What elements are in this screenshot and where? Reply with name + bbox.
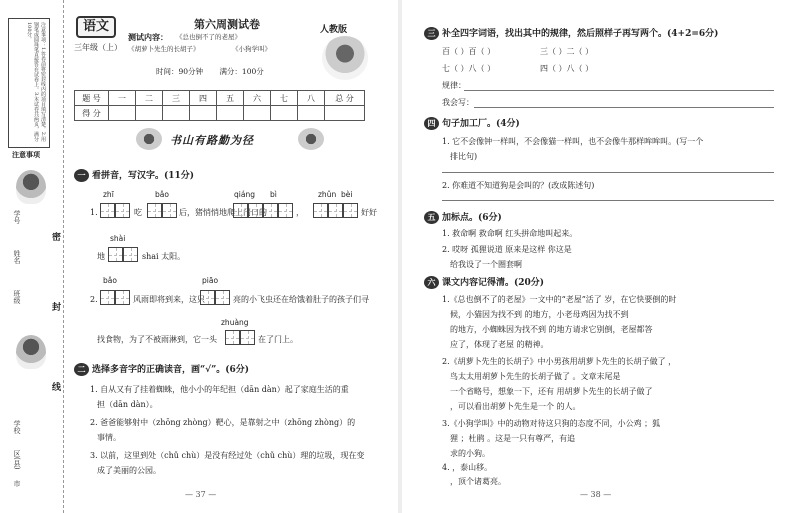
sec4-line: 2. 你难道不知道狗是会叫的？(改成陈述句) [442, 181, 595, 190]
q2-text: 找食物，为了不被雨淋到，它一头 [97, 335, 217, 344]
field-school: 学校 [13, 420, 21, 434]
score-cell: 四 [190, 91, 217, 106]
sec2-line: 成了美丽的公园。 [97, 466, 161, 475]
score-input[interactable] [109, 106, 136, 121]
score-cell: 一 [109, 91, 136, 106]
section-title: 补全四字词语，找出其中的规律，然后照样子再写两个。(4+2=6分) [442, 29, 719, 39]
section-2-heading [74, 362, 249, 376]
sec6-line: ，可以看出胡萝卜先生是一个 的人。 [450, 402, 581, 411]
edition-label: 人教版 [320, 25, 348, 35]
section-3-heading [424, 26, 718, 40]
section-title: 课文内容记得清。(20分) [442, 278, 545, 288]
q2-num: 2. [90, 295, 98, 304]
char-box[interactable] [225, 330, 240, 345]
section-number: 四 [424, 117, 439, 130]
answer-line[interactable] [442, 172, 774, 173]
sec6-line: 的地方，小蜘蛛因为找不到 的地方请求它别倒，老屋都答 [450, 325, 653, 334]
char-box[interactable] [233, 203, 248, 218]
sec6-line: ，顶个诸葛亮。 [450, 477, 506, 486]
sec2-line: 1. 自从又有了挂着蜘蛛，他小小的年纪担（dān dàn）起了家庭生活的重 [90, 385, 349, 394]
score-value-row [75, 106, 365, 121]
motto-text: 书山有路勤为径 [170, 134, 254, 147]
content-item-2: 《胡萝卜先生的长胡子》 [128, 45, 200, 53]
char-box[interactable] [328, 203, 343, 218]
q1-text: 后，猪悄悄地爬上门口的 [179, 208, 267, 217]
content-label: 测试内容： [128, 32, 168, 42]
char-box[interactable] [343, 203, 358, 218]
rule-label: 规律： [442, 81, 466, 90]
score-input[interactable] [190, 106, 217, 121]
content-item-3: 《小狗学叫》 [232, 45, 271, 53]
q1-text: 地 [97, 252, 105, 261]
q1-text: ， [296, 208, 304, 217]
score-input[interactable] [217, 106, 244, 121]
answer-line[interactable] [474, 107, 774, 108]
score-label: 满分：100分 [219, 67, 264, 76]
pinyin: bǎo [103, 276, 117, 285]
score-cell: 七 [271, 91, 298, 106]
section-5-heading [424, 210, 502, 224]
pinyin: bì [270, 190, 277, 199]
section-6-heading [424, 275, 544, 289]
sec2-line: 事情。 [97, 433, 121, 442]
seal-mark-2: 封 [52, 303, 62, 313]
sec5-line: 2. 哎呀 孤狸说道 原来是这样 你这是 [442, 245, 572, 254]
page-number: — 37 — [185, 490, 217, 499]
binding-strip [0, 0, 64, 513]
score-cell: 三 [163, 91, 190, 106]
char-box[interactable] [100, 203, 115, 218]
section-number: 三 [424, 27, 439, 40]
score-header-row [75, 91, 365, 106]
score-cell: 总 分 [325, 91, 365, 106]
section-number: 五 [424, 211, 439, 224]
section-number: 六 [424, 276, 439, 289]
q1-text: shai 太阳。 [142, 252, 186, 261]
field-city: 市 [13, 480, 21, 487]
subject-logo: 语文 [76, 16, 116, 38]
pinyin: qiáng [234, 190, 255, 199]
sec6-line: 一个省略号，想象一下，还有 用胡萝卜先生的长胡子做了 [450, 387, 653, 396]
sec6-line: 求的小狗。 [450, 449, 490, 458]
sec2-line: 3. 以前，这里到处（chǔ chù）是没有经过处（chǔ chù）理的垃圾，现在变 [90, 451, 365, 460]
char-box[interactable] [313, 203, 328, 218]
char-box[interactable] [115, 290, 130, 305]
q1-num: 1. [90, 208, 98, 217]
time-label: 时间：90分钟 [156, 67, 204, 76]
left-page [0, 0, 398, 513]
section-title: 加标点。(6分) [442, 213, 502, 223]
score-input[interactable] [136, 106, 163, 121]
pinyin: zhuàng [221, 318, 249, 327]
sec6-line: 4. ，泰山移。 [442, 463, 493, 472]
char-box[interactable] [115, 203, 130, 218]
also-label: 我会写： [442, 98, 474, 107]
sec4-line: 1. 它不会像钟一样叫，不会像猫一样叫，也不会像牛那样哞哞叫。(写一个 [442, 137, 704, 146]
sec6-line: 2.《胡萝卜先生的长胡子》中小男孩用胡萝卜先生的长胡子做了 ， [442, 357, 677, 366]
sec5-line: 1. 救命啊 救命啊 红头拼命地叫起来。 [442, 229, 578, 238]
char-box[interactable] [123, 247, 138, 262]
char-box[interactable] [278, 203, 293, 218]
char-box[interactable] [240, 330, 255, 345]
answer-line[interactable] [464, 90, 774, 91]
sec2-line: 担（dān dàn）。 [97, 400, 158, 409]
field-district: 区(县) [13, 450, 21, 470]
section-number: 二 [74, 363, 89, 376]
sec6-line: 1.《总也倒不了的老屋》一文中的“老屋”活了 岁，在它快要倒的时 [442, 295, 677, 304]
char-box[interactable] [215, 290, 230, 305]
sec4-line: 排比句) [450, 152, 478, 161]
score-input[interactable] [325, 106, 365, 121]
pinyin: bèi [341, 190, 353, 199]
sec5-line: 给我设了一个圈套啊 [450, 260, 522, 269]
pinyin: shài [110, 234, 126, 243]
answer-line[interactable] [442, 200, 774, 201]
page-title: 第六周测试卷 [194, 18, 260, 31]
q1-text: 吃 [134, 208, 142, 217]
idiom-blank[interactable]: 百（ ）百（ ） [442, 47, 496, 56]
score-cell: 五 [217, 91, 244, 106]
sec2-line: 2. 爸爸能够射中（zhōng zhòng）靶心，是靠射之中（zhōng zhòng）的 [90, 418, 356, 427]
score-cell: 得 分 [75, 106, 109, 121]
sec6-line: 狸 ；杜鹃 。这是一只有尊严，有追 [450, 434, 576, 443]
score-input[interactable] [244, 106, 271, 121]
score-input[interactable] [271, 106, 298, 121]
right-page [402, 0, 800, 513]
char-box[interactable] [248, 203, 263, 218]
pinyin: piāo [202, 276, 219, 285]
section-4-heading [424, 116, 520, 130]
grade-label: 三年级（上） [74, 43, 122, 52]
sec6-line: 候，小猫因为找不到 的地方，小老母鸡因为找不到 [450, 310, 629, 319]
score-cell: 题 号 [75, 91, 109, 106]
q1-text: 好好 [361, 208, 377, 217]
idiom-blank[interactable]: 三（ ）二（ ） [540, 47, 594, 56]
pinyin: bǎo [155, 190, 169, 199]
seal-mark-3: 线 [52, 383, 62, 393]
score-input[interactable] [163, 106, 190, 121]
pinyin: zhī [103, 190, 114, 199]
students-icon [136, 128, 162, 150]
char-box[interactable] [100, 290, 115, 305]
q2-text: 在了门上。 [258, 335, 298, 344]
sec6-line: 鸟太太用胡萝卜先生的长胡子做了 。文章末尾是 [450, 372, 621, 381]
section-title: 看拼音，写汉字。(11分) [92, 171, 195, 181]
field-student-id: 学号 [13, 210, 21, 224]
section-number: 一 [74, 169, 89, 182]
notice-title: 注意事项 [12, 150, 40, 159]
cartoon-icon-2 [16, 335, 46, 369]
score-cell: 八 [298, 91, 325, 106]
content-item-1: 《总也倒不了的老屋》 [176, 33, 241, 41]
seal-mark-1: 密 [52, 233, 62, 243]
idiom-blank[interactable]: 七（ ）八（ ） [442, 64, 496, 73]
motto-banner [130, 126, 330, 152]
char-box[interactable] [200, 290, 215, 305]
grad-cap-icon [298, 128, 324, 150]
notice-box: 注意事项：1.答卷前将密封线内的项目填写清楚。2.用钢笔或圆珠笔直接答在试卷上。3.本试卷共两页，满分100分。 [8, 18, 50, 148]
idiom-blank[interactable]: 四（ ）八（ ） [540, 64, 594, 73]
field-name: 姓名 [13, 250, 21, 264]
test-header [72, 14, 382, 84]
sec6-line: 应了，体现了老屋 的精神。 [450, 340, 549, 349]
sec6-line: 3.《小狗学叫》中的动物对待这只狗的态度不同，小公鸡 ；狐 [442, 419, 661, 428]
char-box[interactable] [263, 203, 278, 218]
q2-text: 风雨即将到来，这只 [133, 295, 205, 304]
reading-kid-icon [322, 36, 368, 80]
score-table [74, 90, 365, 121]
q2-text: 亮的小飞虫还在给饿着肚子的孩子们寻 [233, 295, 369, 304]
pinyin: zhǔn [318, 190, 337, 199]
char-box[interactable] [108, 247, 123, 262]
score-cell: 六 [244, 91, 271, 106]
cartoon-icon [16, 170, 46, 204]
section-1-heading [74, 168, 194, 182]
char-box[interactable] [162, 203, 177, 218]
section-title: 句子加工厂。(4分) [442, 119, 520, 129]
char-box[interactable] [147, 203, 162, 218]
test-meta [156, 66, 278, 77]
page-number: — 38 — [580, 490, 612, 499]
field-class: 班级 [13, 290, 21, 304]
score-cell: 二 [136, 91, 163, 106]
score-input[interactable] [298, 106, 325, 121]
section-title: 选择多音字的正确读音，画“√”。(6分) [92, 365, 250, 375]
